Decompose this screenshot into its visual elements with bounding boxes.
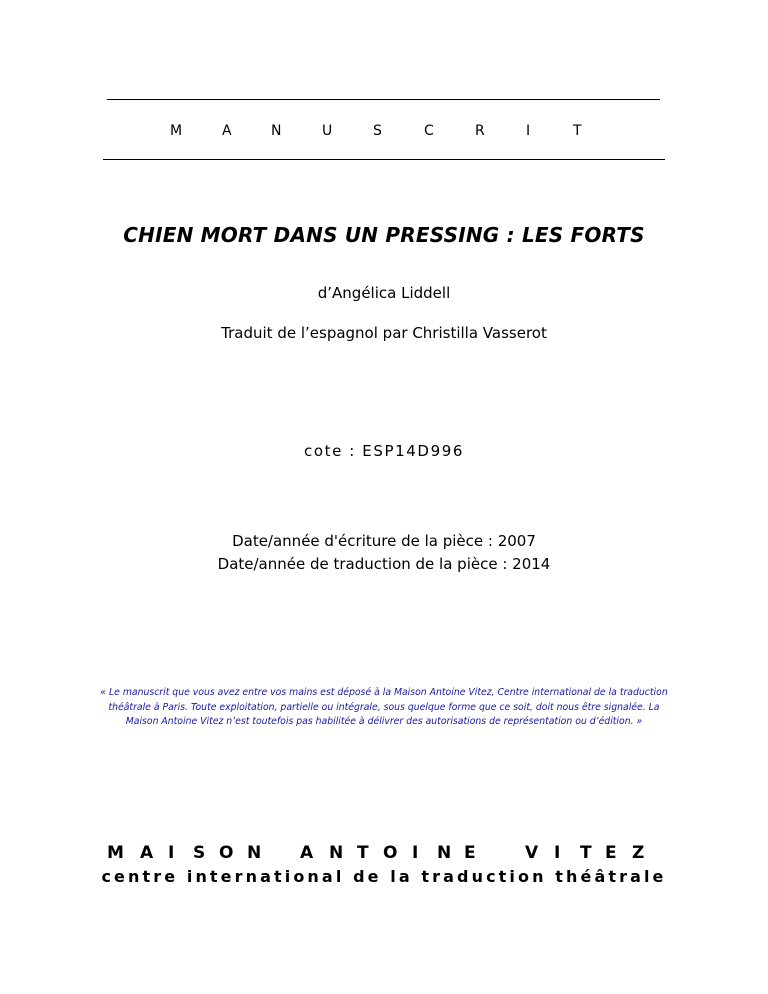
maison-antoine-vitez-heading xyxy=(0,842,768,866)
author-line: d’Angélica Liddell xyxy=(317,284,451,302)
maison-letter: I xyxy=(554,843,561,863)
maison-letter: Z xyxy=(632,843,645,863)
manuscrit-letter: N xyxy=(271,123,282,139)
top-rule xyxy=(107,99,660,100)
maison-letter: O xyxy=(219,843,234,863)
play-title: CHIEN MORT DANS UN PRESSING : LES FORTS xyxy=(123,223,645,247)
maison-letter: V xyxy=(525,843,539,863)
maison-letter: S xyxy=(193,843,206,863)
manuscrit-letter: I xyxy=(526,123,531,139)
manuscrit-letter: A xyxy=(222,123,232,139)
centre-subtitle: centre international de la traduction théâtrale xyxy=(101,867,667,886)
maison-letter: T xyxy=(580,843,592,863)
maison-letter: A xyxy=(140,843,154,863)
translator-line: Traduit de l’espagnol par Christilla Vasserot xyxy=(221,324,547,342)
maison-letter: N xyxy=(437,843,452,863)
manuscrit-letter: R xyxy=(475,123,485,139)
maison-letter: N xyxy=(247,843,262,863)
maison-letter: I xyxy=(168,843,175,863)
maison-letter: N xyxy=(329,843,344,863)
maison-letter: M xyxy=(107,843,124,863)
manuscrit-letter: T xyxy=(573,123,582,139)
maison-letter: E xyxy=(605,843,617,863)
manuscrit-letter: C xyxy=(424,123,434,139)
manuscrit-letter: S xyxy=(373,123,382,139)
dates-block xyxy=(0,530,768,576)
manuscrit-letter: M xyxy=(170,123,183,139)
manuscrit-heading xyxy=(0,122,768,144)
maison-letter: I xyxy=(412,843,419,863)
maison-letter: E xyxy=(464,843,476,863)
bottom-rule xyxy=(103,159,665,160)
manuscrit-letter: U xyxy=(322,123,333,139)
maison-letter: O xyxy=(383,843,398,863)
translation-date: Date/année de traduction de la pièce : 2014 xyxy=(217,555,551,573)
legal-notice: « Le manuscrit que vous avez entre vos mains est déposé à la Maison Antoine Vitez, Centre international de la traduction théâtrale à Paris. Toute exploitation, partielle ou intégrale, sous quelque forme que ce soit, doit nous être signalée. La Maison Antoine Vitez n’est toutefois pas habilitée à délivrer des autorisations de représentation ou d’édition. » xyxy=(100,687,668,727)
maison-letter: A xyxy=(300,843,314,863)
cote-reference: cote : ESP14D996 xyxy=(303,442,465,460)
writing-date: Date/année d'écriture de la pièce : 2007 xyxy=(232,532,536,550)
maison-letter: T xyxy=(357,843,369,863)
